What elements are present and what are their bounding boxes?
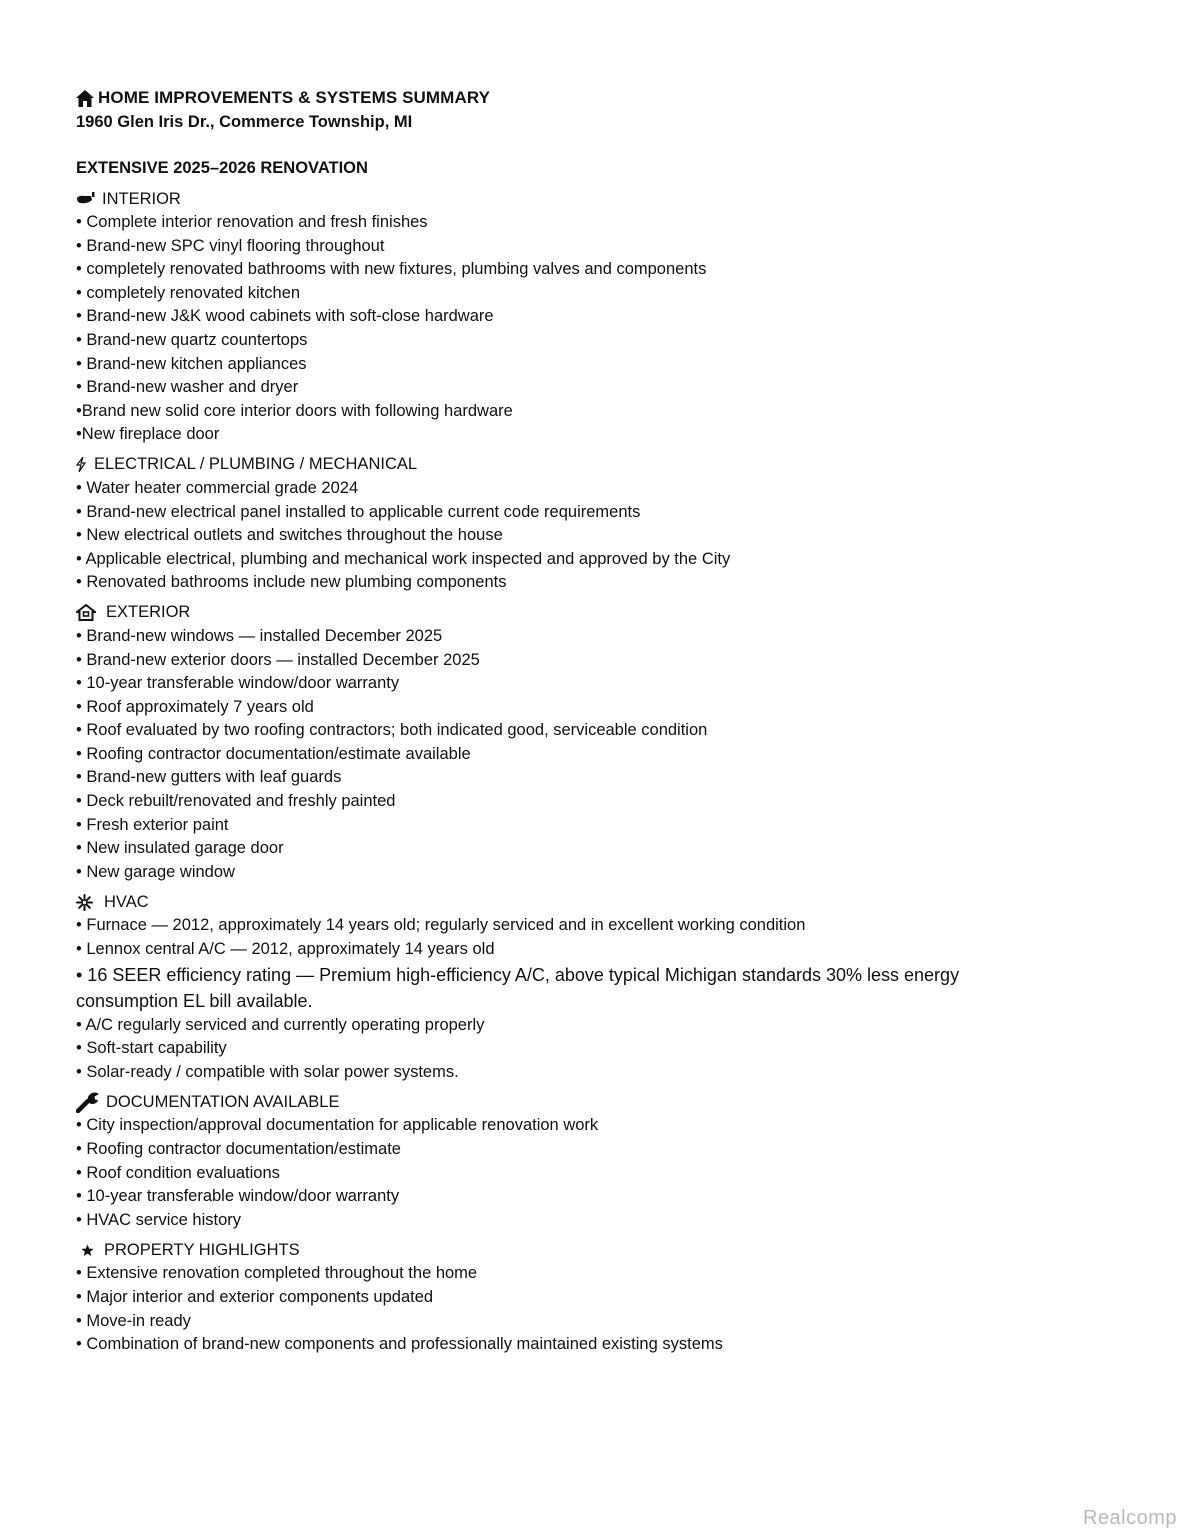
house-outline-icon — [76, 604, 106, 621]
list-item: • City inspection/approval documentation for applicable renovation work — [76, 1116, 599, 1135]
list-item: • Applicable electrical, plumbing and mechanical work inspected and approved by the City — [76, 549, 731, 568]
section-heading — [76, 601, 1116, 625]
list-item: • Move-in ready — [76, 1311, 191, 1330]
section-interior — [76, 187, 1116, 447]
list-item: • Complete interior renovation and fresh finishes — [76, 213, 428, 231]
list-item: • Solar-ready / compatible with solar power systems. — [76, 1062, 459, 1081]
section-exterior — [76, 601, 1116, 885]
list-item: • HVAC service history — [76, 1210, 242, 1229]
list-item: • Fresh exterior paint — [76, 815, 229, 834]
item-list — [76, 1262, 1116, 1356]
list-item: • New insulated garage door — [76, 839, 284, 858]
section-title: HVAC — [104, 892, 149, 911]
list-item: • Combination of brand-new components and professionally maintained existing systems — [76, 1335, 723, 1354]
list-item: • Major interior and exterior components updated — [76, 1287, 434, 1306]
section-heading — [76, 187, 1116, 211]
section-title: DOCUMENTATION AVAILABLE — [106, 1092, 340, 1111]
house-icon — [76, 90, 98, 107]
list-item: • 10-year transferable window/door warranty — [76, 1187, 400, 1206]
item-list — [76, 625, 1116, 885]
list-item: • Deck rebuilt/renovated and freshly painted — [76, 792, 396, 811]
list-item: •Brand new solid core interior doors with following hardware — [76, 401, 513, 420]
section-title: EXTERIOR — [106, 603, 191, 622]
item-list — [76, 914, 1116, 1084]
list-item: • Roofing contractor documentation/estimate — [76, 1140, 401, 1158]
list-item: • Lennox central A/C — 2012, approximately 14 years old — [76, 940, 495, 959]
list-item: • Brand-new gutters with leaf guards — [76, 768, 342, 787]
list-item: • New garage window — [76, 862, 235, 881]
lightning-icon — [76, 457, 94, 472]
list-item: • Brand-new SPC vinyl flooring throughout — [76, 236, 385, 255]
list-item: • Brand-new J&K wood cabinets with soft-close hardware — [76, 307, 494, 326]
list-item: • Brand-new quartz countertops — [76, 330, 308, 349]
section-heading — [76, 1090, 1116, 1114]
item-list — [76, 477, 1116, 595]
document — [76, 86, 1116, 1357]
wrench-icon — [76, 1091, 106, 1113]
paint-roller-icon — [76, 192, 102, 206]
document-title: HOME IMPROVEMENTS & SYSTEMS SUMMARY — [98, 88, 491, 107]
list-item: • completely renovated bathrooms with new fixtures, plumbing valves and components — [76, 260, 707, 279]
watermark: Realcomp — [1082, 1507, 1177, 1529]
list-item: •New fireplace door — [76, 425, 220, 444]
list-item: • New electrical outlets and switches throughout the house — [76, 526, 503, 545]
section-electrical — [76, 453, 1116, 595]
list-item: • Water heater commercial grade 2024 — [76, 478, 359, 497]
list-item: • Renovated bathrooms include new plumbing components — [76, 573, 507, 592]
list-item: • Soft-start capability — [76, 1039, 227, 1058]
renovation-heading: EXTENSIVE 2025–2026 RENOVATION — [76, 159, 368, 177]
list-item: • Brand-new exterior doors — installed December 2025 — [76, 650, 480, 669]
list-item: • 10-year transferable window/door warranty — [76, 674, 400, 693]
list-item: • Brand-new electrical panel installed to applicable current code requirements — [76, 502, 641, 521]
list-item: • Extensive renovation completed throughout the home — [76, 1264, 478, 1283]
list-item: • Brand-new kitchen appliances — [76, 354, 307, 373]
item-list — [76, 211, 1116, 447]
section-documentation — [76, 1090, 1116, 1232]
section-highlights — [76, 1238, 1116, 1356]
list-item: • Furnace — 2012, approximately 14 years old; regularly serviced and in excellent working condition — [76, 916, 806, 935]
property-address: 1960 Glen Iris Dr., Commerce Township, MI — [76, 113, 413, 131]
star-icon — [76, 1244, 104, 1257]
list-item: • A/C regularly serviced and currently operating properly — [76, 1015, 485, 1034]
section-heading — [76, 453, 1116, 477]
list-item: • Brand-new windows — installed December 2025 — [76, 626, 443, 645]
list-item: • completely renovated kitchen — [76, 283, 301, 302]
section-hvac — [76, 890, 1116, 1084]
list-item: • Roof condition evaluations — [76, 1163, 280, 1182]
title-row — [76, 86, 1116, 110]
section-title: PROPERTY HIGHLIGHTS — [104, 1240, 300, 1259]
list-item: • 16 SEER efficiency rating — Premium high-efficiency A/C, above typical Michigan standards 30% less energy consumption EL bill available. — [76, 964, 960, 1011]
list-item: • Roofing contractor documentation/estimate available — [76, 744, 471, 763]
section-title: INTERIOR — [102, 189, 181, 208]
list-item: • Roof approximately 7 years old — [76, 697, 314, 716]
list-item: • Brand-new washer and dryer — [76, 378, 299, 397]
list-item: • Roof evaluated by two roofing contractors; both indicated good, serviceable condition — [76, 721, 708, 740]
section-title: ELECTRICAL / PLUMBING / MECHANICAL — [94, 455, 418, 474]
snowflake-icon — [76, 894, 104, 911]
section-heading — [76, 1238, 1116, 1262]
item-list — [76, 1114, 1116, 1232]
section-heading — [76, 890, 1116, 914]
